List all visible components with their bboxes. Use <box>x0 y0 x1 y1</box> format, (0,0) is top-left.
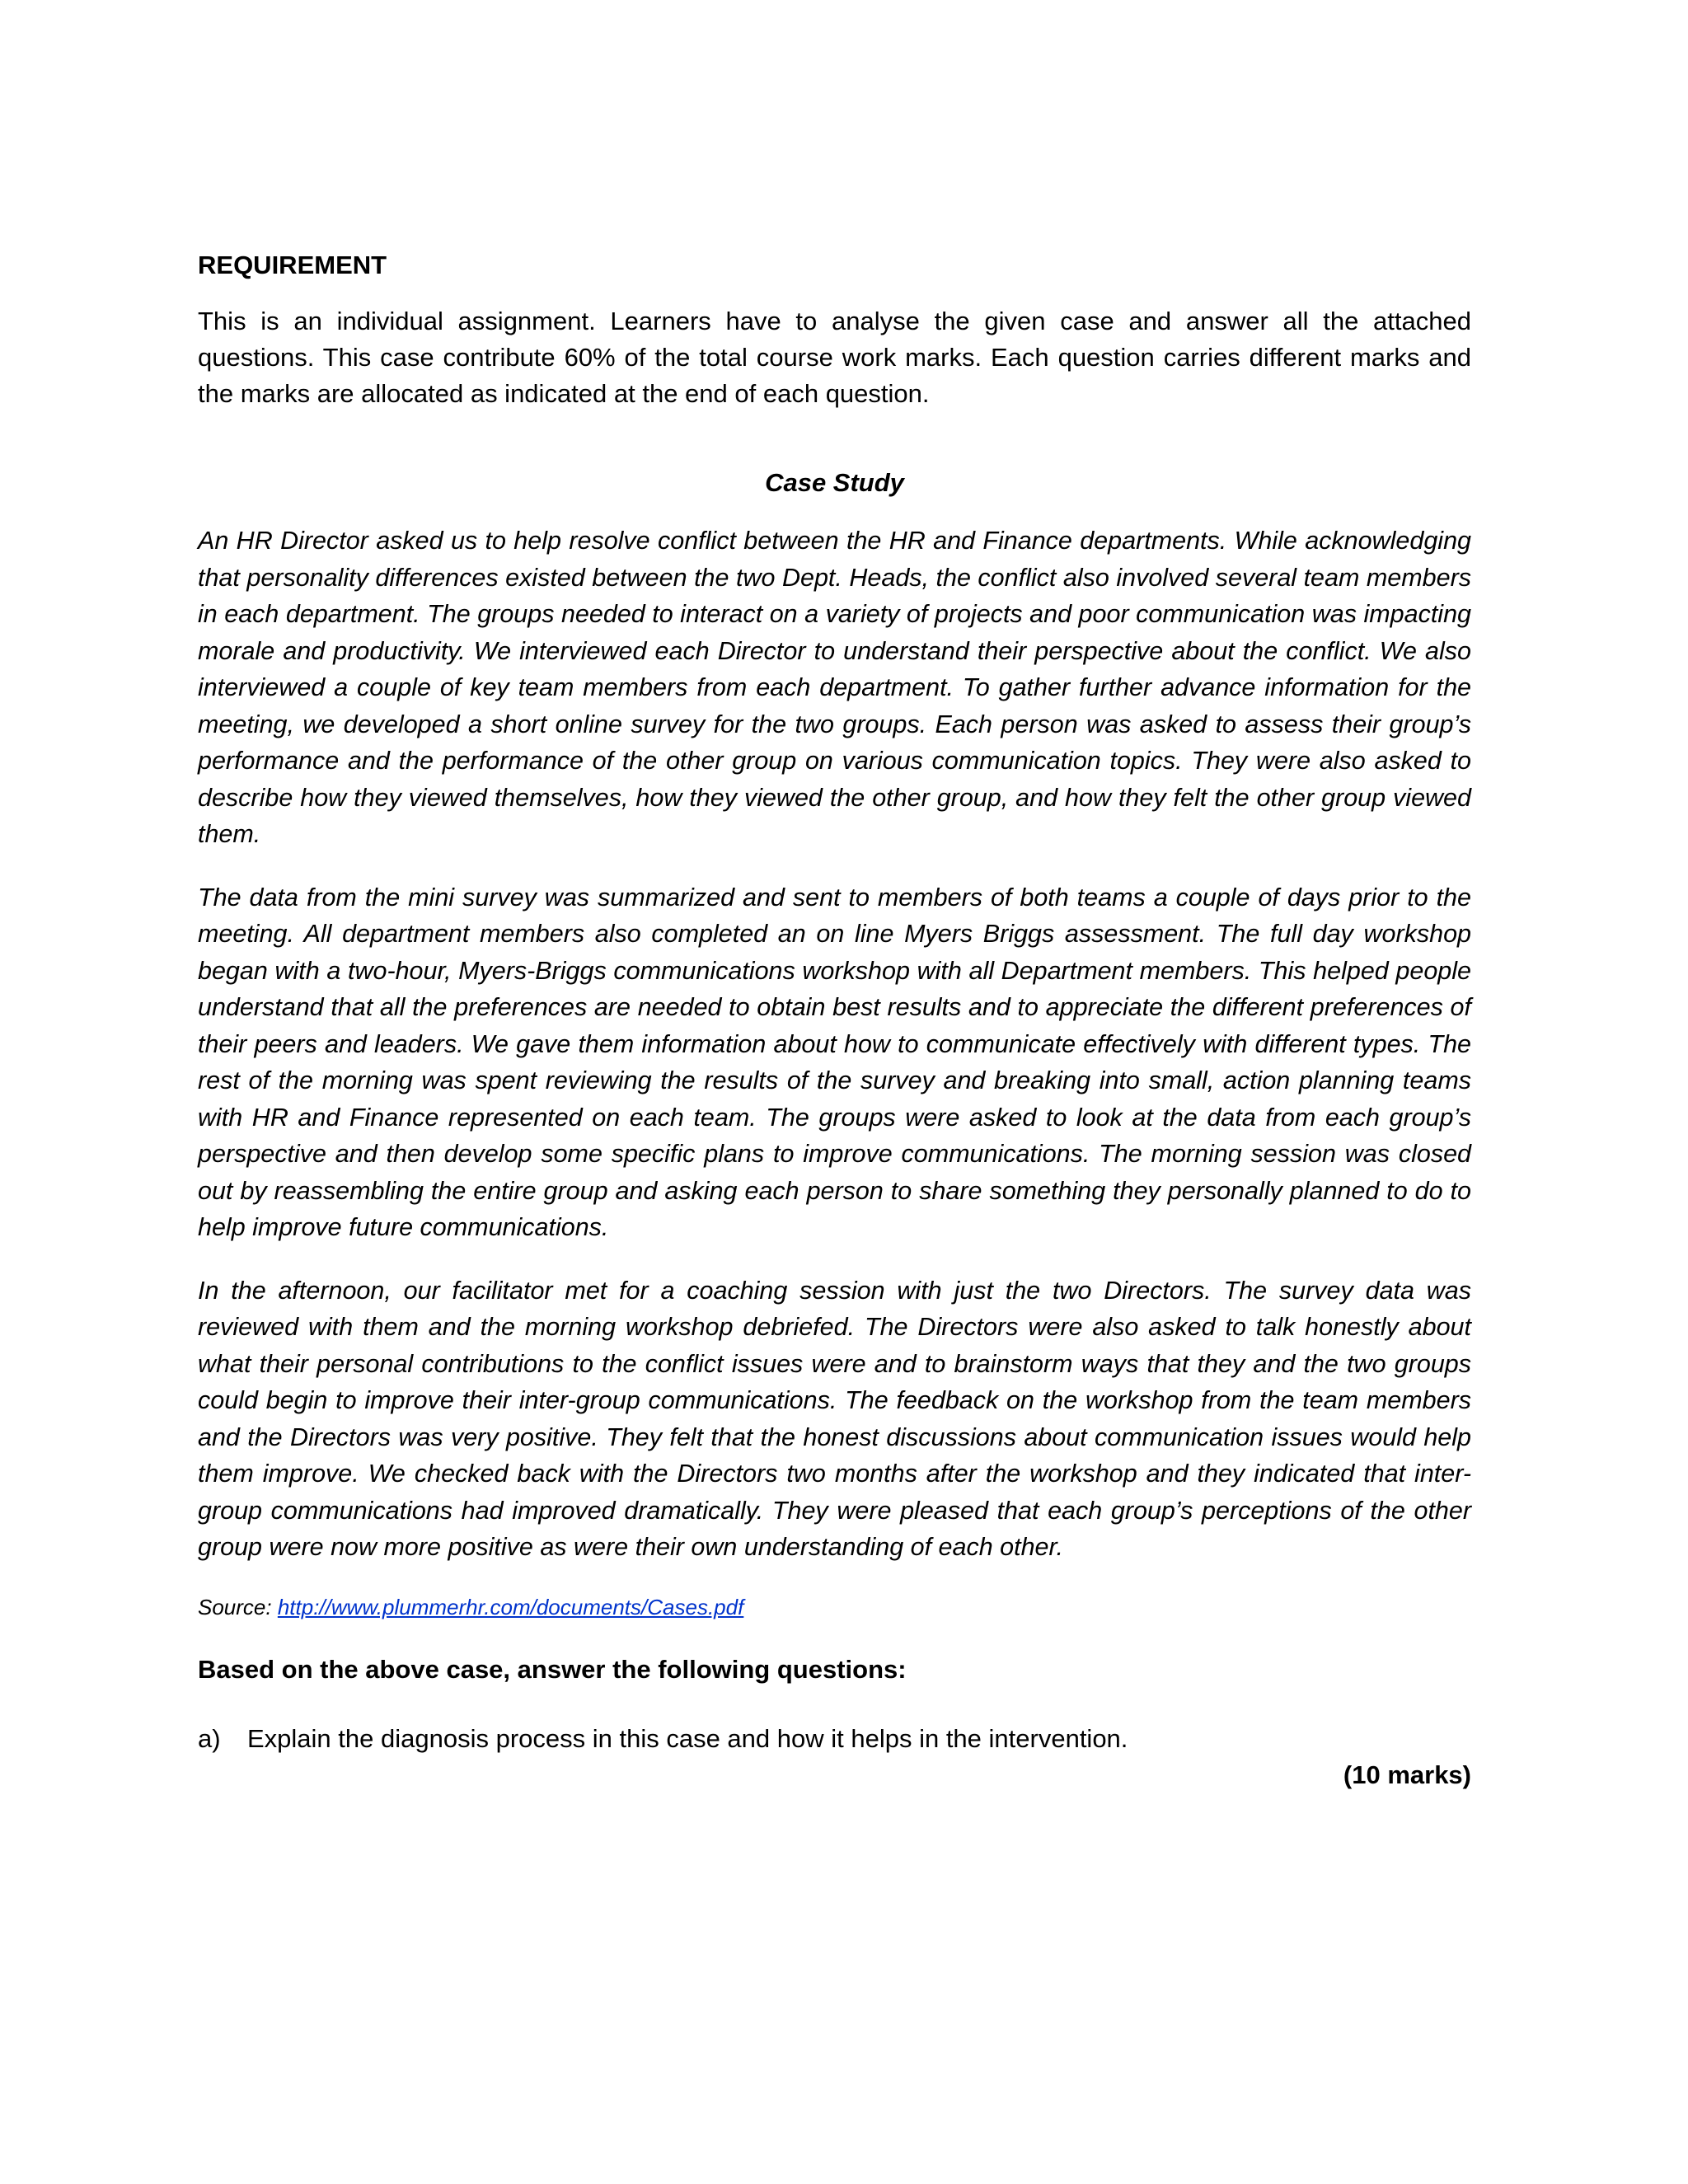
question-marks: (10 marks) <box>1343 1760 1471 1789</box>
source-link[interactable]: http://www.plummerhr.com/documents/Cases.pdf <box>277 1594 744 1619</box>
source-label: Source: <box>198 1594 272 1619</box>
document-page <box>198 247 1471 1793</box>
requirement-heading: REQUIREMENT <box>198 251 387 279</box>
case-study-title: Case Study <box>765 468 904 497</box>
requirement-text: This is an individual assignment. Learners have to analyse the given case and answer all the attached questions. This case contribute 60% of the total course work marks. Each question carries different marks and the marks are allocated as indicated at the end of each question. <box>198 307 1471 408</box>
question-item <box>198 1721 1471 1757</box>
question-text: Explain the diagnosis process in this case and how it helps in the intervention. <box>247 1723 1128 1753</box>
questions-intro: Based on the above case, answer the following questions: <box>198 1654 907 1684</box>
question-label: a) <box>198 1723 221 1753</box>
case-paragraph-2: The data from the mini survey was summarized and sent to members of both teams a couple of days prior to the meeting. All department members also completed an on line Myers Briggs assessment. The full day workshop began with a two-hour, Myers-Briggs communications workshop with all Department members. This helped people understand that all the preferences are needed to obtain best results and to appreciate the different preferences of their peers and leaders. We gave them information about how to communicate effectively with different types. The rest of the morning was spent reviewing the results of the survey and breaking into small, action planning teams with HR and Finance represented on each team. The groups were asked to look at the data from each group’s perspective and then develop some specific plans to improve communications. The morning session was closed out by reassembling the entire group and asking each person to share something they personally planned to do to help improve future communications. <box>198 883 1471 1241</box>
source-line <box>198 1592 1471 1622</box>
case-paragraph-3: In the afternoon, our facilitator met for a coaching session with just the two Directors. The survey data was reviewed with them and the morning workshop debriefed. The Directors were also asked to talk honestly about what their personal contributions to the conflict issues were and to brainstorm ways that they and the two groups could begin to improve their inter-group communications. The feedback on the workshop from the team members and the Directors was very positive. They felt that the honest discussions about communication issues would help them improve. We checked back with the Directors two months after the workshop and they indicated that inter-group communications had improved dramatically. They were pleased that each group’s perceptions of the other group were now more positive as were their own understanding of each other. <box>198 1276 1471 1561</box>
case-paragraph-1: An HR Director asked us to help resolve conflict between the HR and Finance departments. While acknowledging that personality differences existed between the two Dept. Heads, the conflict also involved several team members in each department. The groups needed to interact on a variety of projects and poor communication was impacting morale and productivity. We interviewed each Director to understand their perspective about the conflict. We also interviewed a couple of key team members from each department. To gather further advance information for the meeting, we developed a short online survey for the two groups. Each person was asked to assess their group’s performance and the performance of the other group on various communication topics. They were also asked to describe how they viewed themselves, how they viewed the other group, and how they felt the other group viewed them. <box>198 527 1471 848</box>
